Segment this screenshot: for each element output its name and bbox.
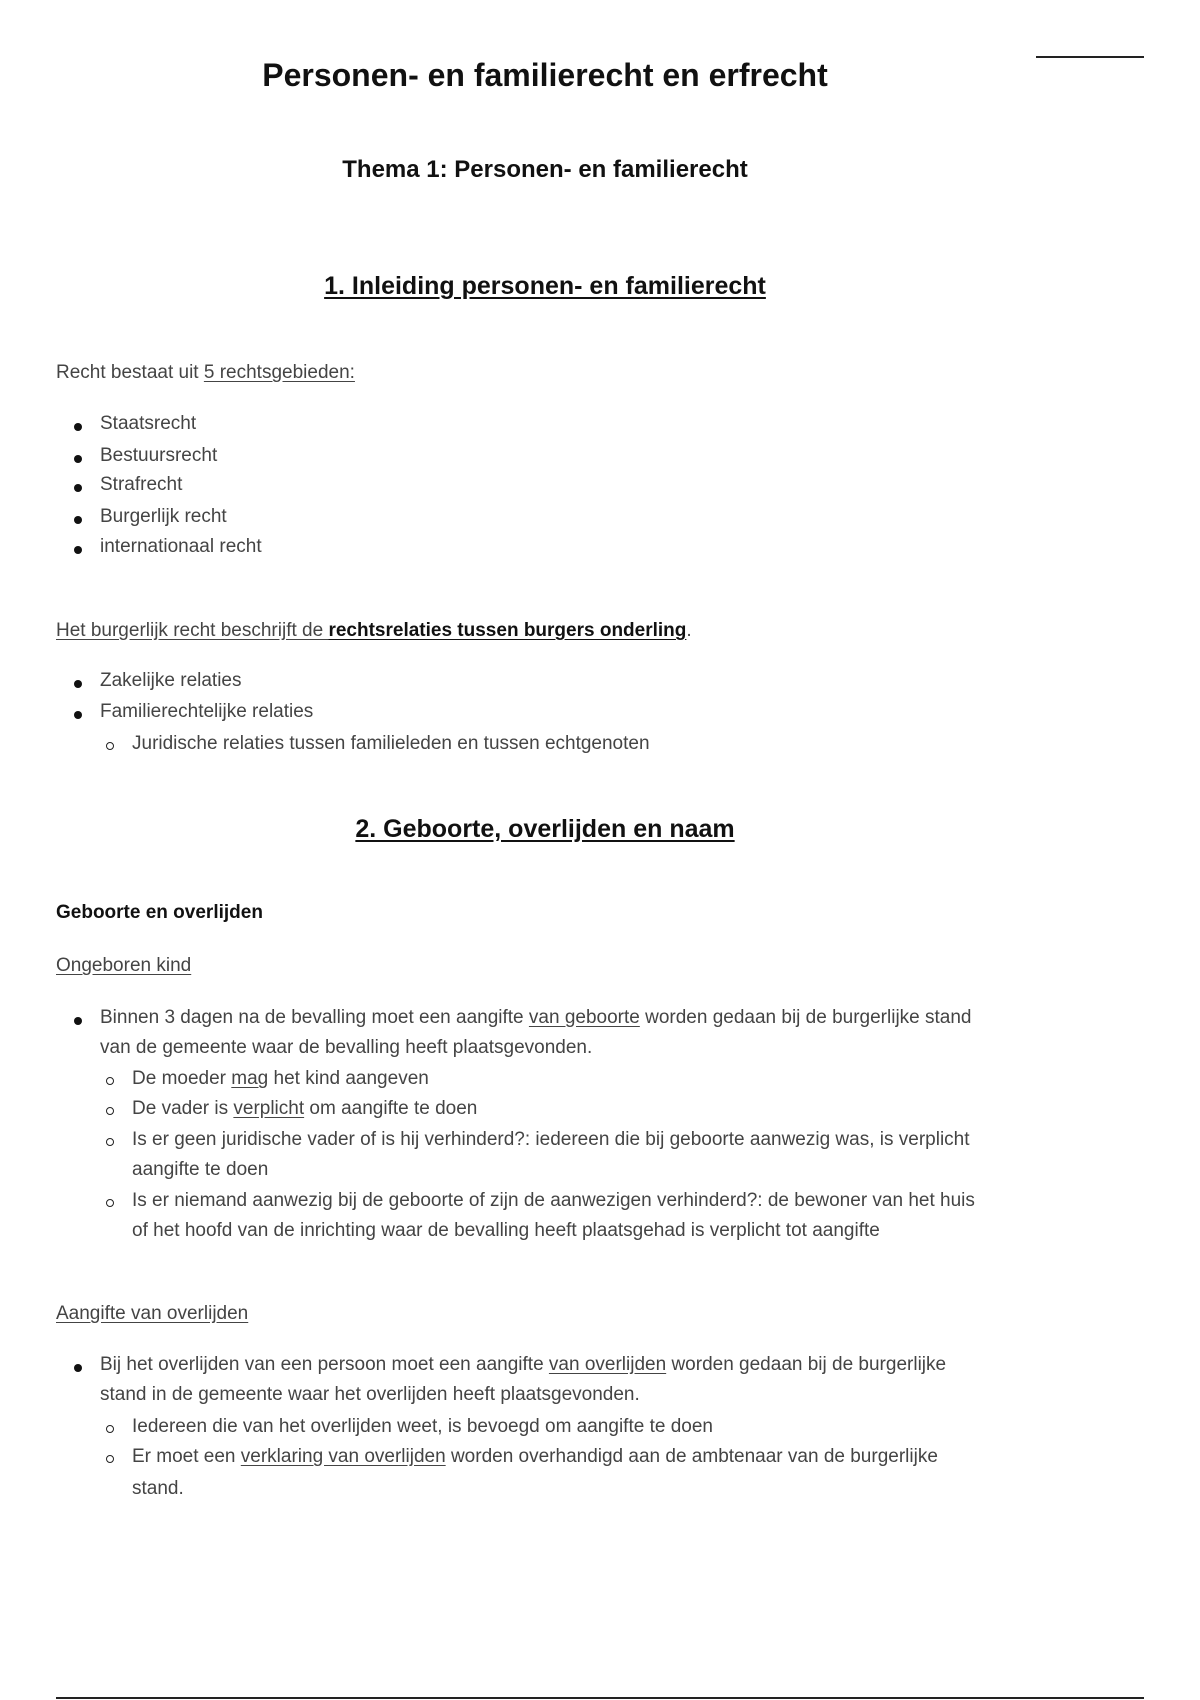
relation-item-zakelijk: Zakelijke relaties [100, 670, 242, 691]
death-subitem-anyone: Iedereen die van het overlijden weet, is bevoegd om aangifte te doen [132, 1416, 713, 1437]
civil-law-prefix: Het burgerlijk recht beschrijft de [56, 620, 329, 641]
section-1-heading-text: 1. Inleiding personen- en familierecht [324, 272, 766, 300]
death-bullet-underlined: van overlijden [548, 1354, 667, 1375]
birth-subitem-no-father: Is er geen juridische vader of is hij verhinderd?: iedereen die bij geboorte aanwezig was, is verplicht [132, 1129, 970, 1150]
birth-bullet-part2: worden gedaan bij de burgerlijke stand [639, 1007, 972, 1028]
birth-subitem-no-father-line2: aangifte te doen [132, 1159, 269, 1180]
birth-subitem-nobody-present: Is er niemand aanwezig bij de geboorte of zijn de aanwezigen verhinderd?: de bewoner van het huis [132, 1190, 975, 1211]
area-item-bestuursrecht: Bestuursrecht [100, 445, 218, 466]
civil-law-suffix: . [686, 620, 692, 641]
area-item-staatsrecht: Staatsrecht [100, 413, 197, 434]
declaration-text-underlined: verklaring van overlijden [240, 1446, 446, 1467]
label-death-registration: Aangifte van overlijden [56, 1303, 249, 1324]
intro-paragraph [56, 362, 355, 384]
death-bullet-part1: Bij het overlijden van een persoon moet een aangifte [100, 1354, 549, 1375]
theme-title: Thema 1: Personen- en familierecht [342, 156, 748, 183]
death-bullet-line2: stand in de gemeente waar het overlijden heeft plaatsgevonden. [100, 1384, 640, 1405]
birth-subitem-father [132, 1098, 477, 1120]
intro-prefix: Recht bestaat uit [56, 362, 204, 383]
relation-subitem-juridisch: Juridische relaties tussen familieleden en tussen echtgenoten [132, 733, 650, 754]
mother-text-a: De moeder [132, 1068, 232, 1089]
relation-item-familierechtelijk: Familierechtelijke relaties [100, 701, 314, 722]
area-item-internationaal-recht: internationaal recht [100, 536, 262, 557]
area-item-strafrecht: Strafrecht [100, 474, 183, 495]
death-registration-bullet [100, 1354, 946, 1376]
birth-bullet-part1: Binnen 3 dagen na de bevalling moet een aangifte [100, 1007, 529, 1028]
label-unborn-child: Ongeboren kind [56, 955, 192, 976]
birth-subitem-nobody-present-line2: of het hoofd van de inrichting waar de bevalling heeft plaatsgehad is verplicht tot aangifte [132, 1220, 880, 1241]
document-title: Personen- en familierecht en erfrecht [262, 57, 828, 93]
death-subitem-declaration-line2: stand. [132, 1478, 184, 1499]
footer-rule [56, 1697, 1144, 1699]
civil-law-bold: rechtsrelaties tussen burgers onderling [328, 620, 687, 641]
birth-bullet-underlined: van geboorte [528, 1007, 640, 1028]
mother-text-underlined: mag [231, 1068, 269, 1089]
birth-bullet-line2: van de gemeente waar de bevalling heeft plaatsgevonden. [100, 1037, 593, 1058]
death-subitem-declaration [132, 1446, 938, 1468]
declaration-text-b: worden overhandigd aan de ambtenaar van de burgerlijke [445, 1446, 938, 1467]
section-1-heading [0, 272, 1090, 301]
area-item-burgerlijk-recht: Burgerlijk recht [100, 506, 227, 527]
father-text-a: De vader is [132, 1098, 234, 1119]
intro-underlined: 5 rechtsgebieden: [203, 362, 355, 383]
birth-subitem-mother [132, 1068, 429, 1090]
death-bullet-part2: worden gedaan bij de burgerlijke [666, 1354, 947, 1375]
mother-text-b: het kind aangeven [268, 1068, 429, 1089]
father-text-b: om aangifte te doen [304, 1098, 478, 1119]
birth-registration-bullet [100, 1007, 972, 1029]
section-2-heading-text: 2. Geboorte, overlijden en naam [355, 815, 735, 843]
father-text-underlined: verplicht [233, 1098, 305, 1119]
section-2-heading [0, 815, 1090, 844]
subheading-birth-death: Geboorte en overlijden [56, 902, 263, 923]
civil-law-paragraph [56, 620, 692, 642]
declaration-text-a: Er moet een [132, 1446, 241, 1467]
